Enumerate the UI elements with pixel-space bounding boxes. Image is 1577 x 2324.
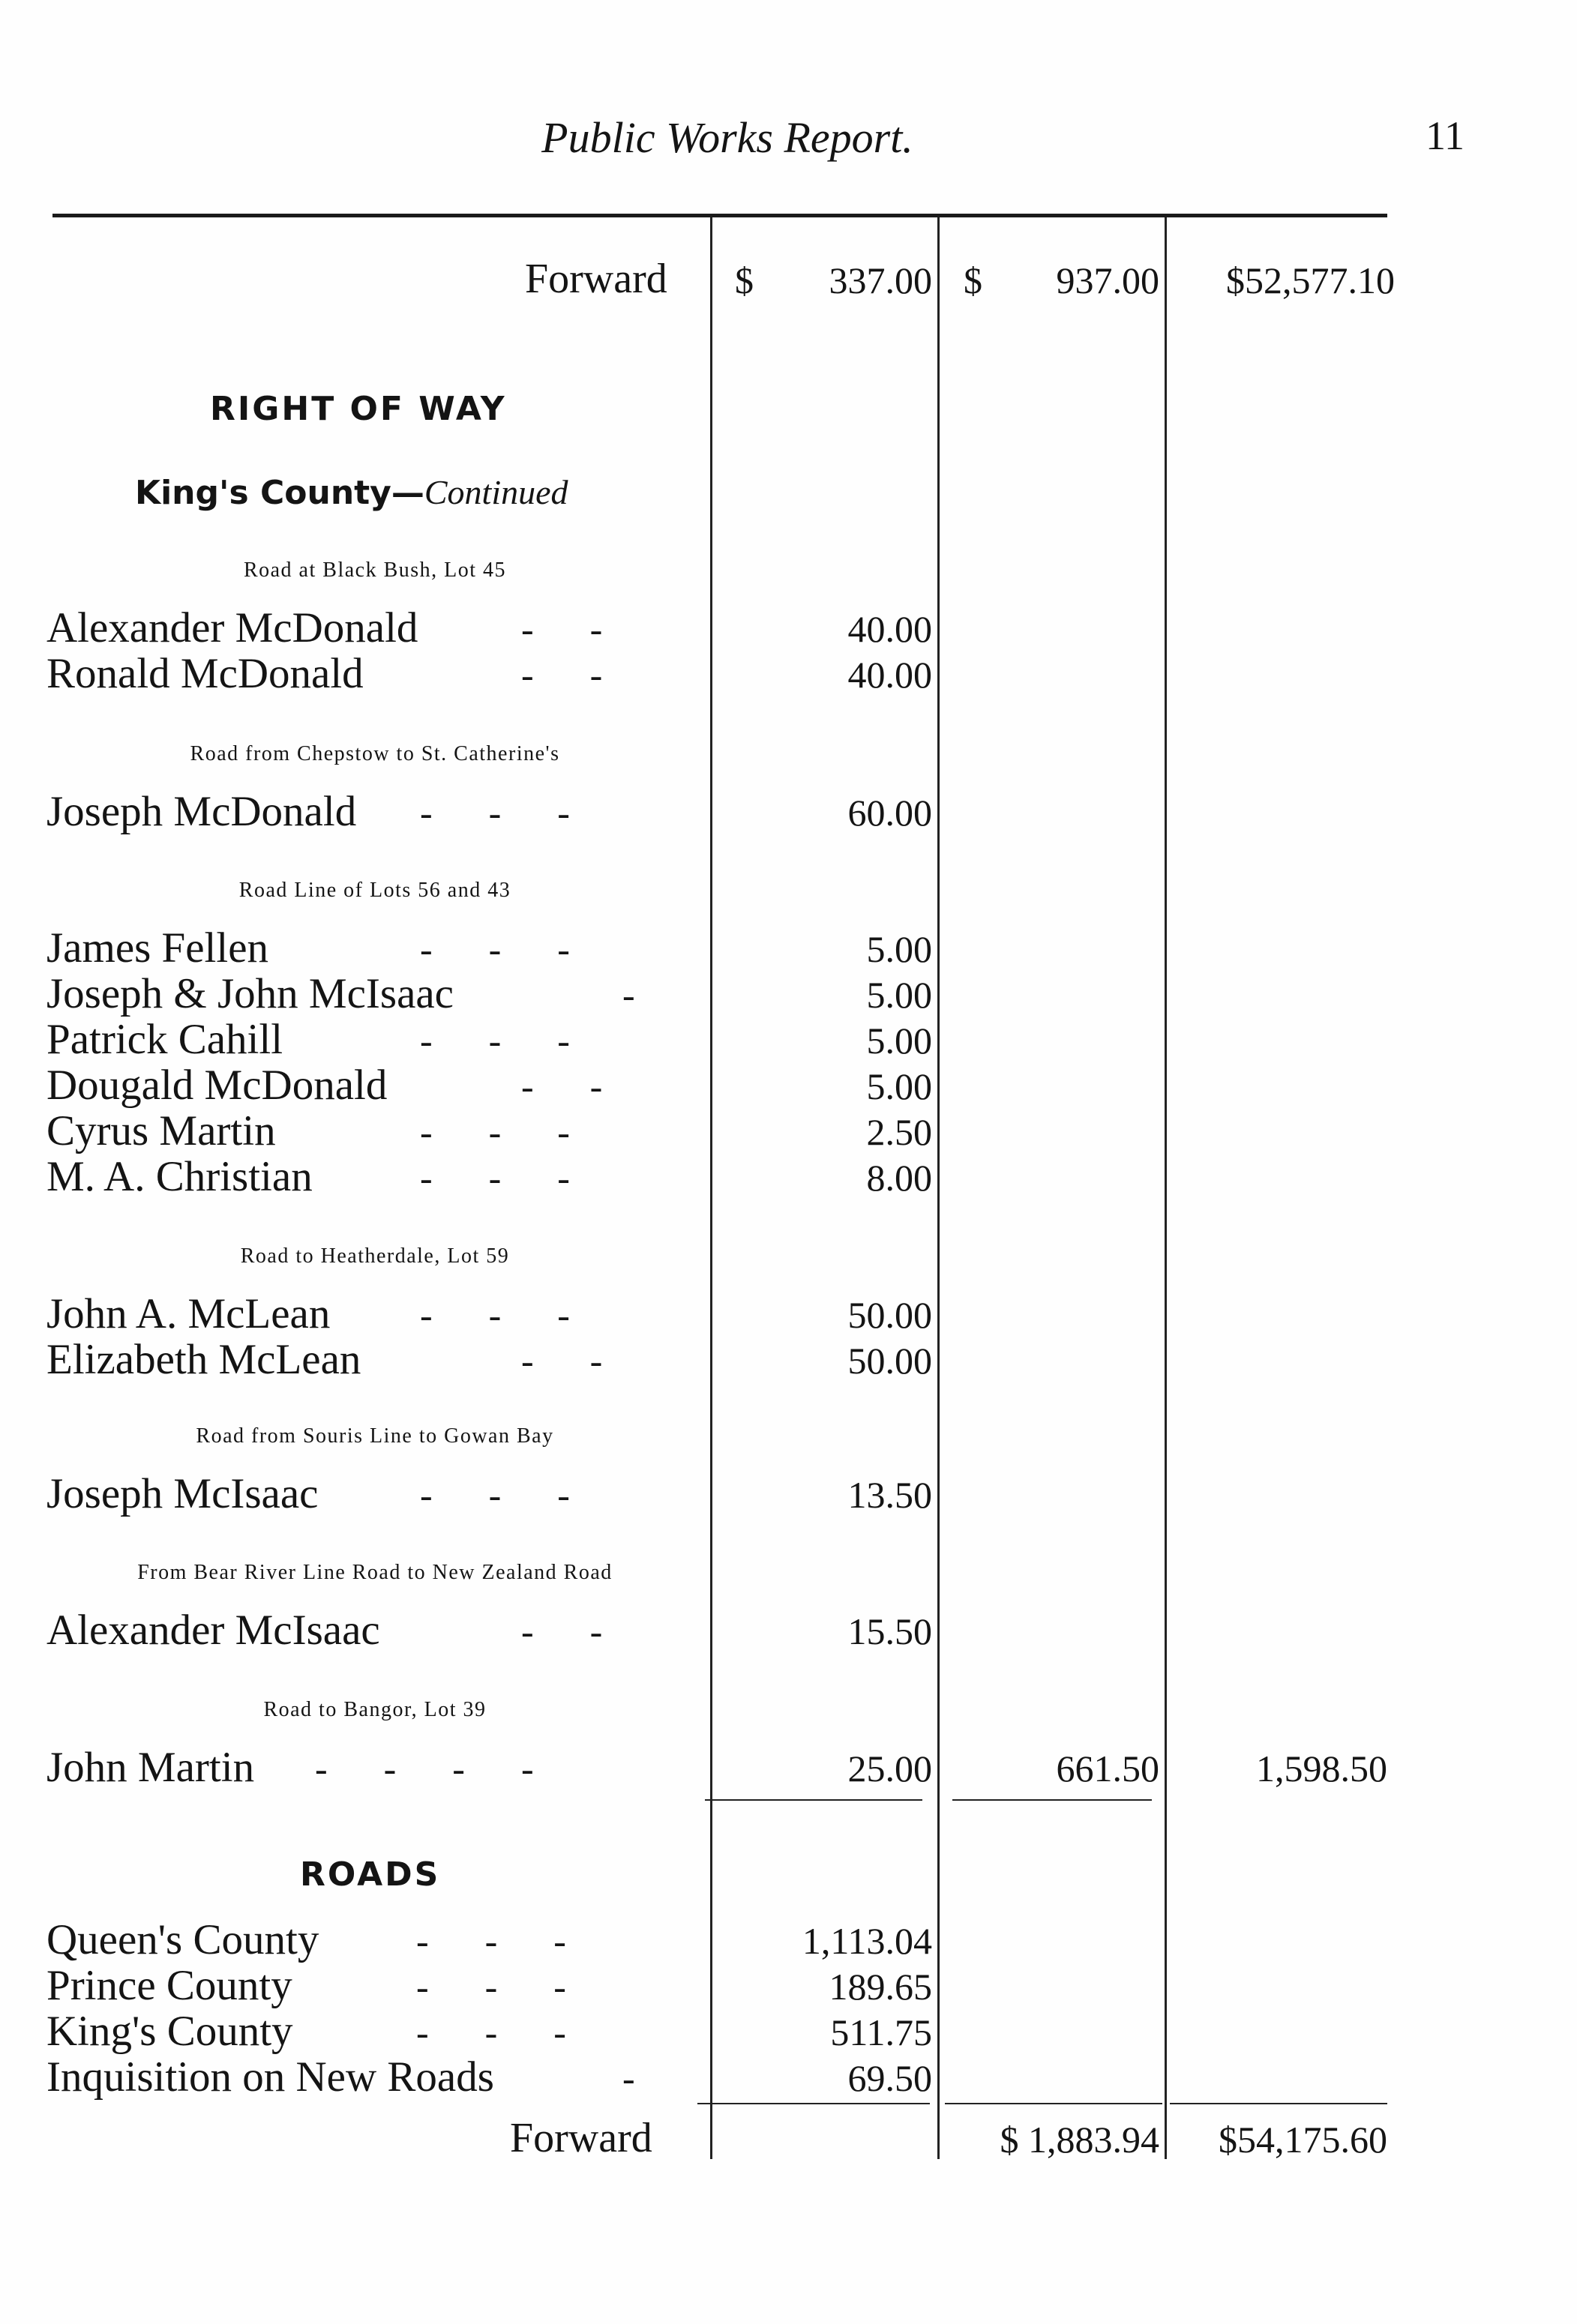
dollar-sign: $: [735, 259, 754, 301]
payee-amount: 15.50: [847, 1610, 932, 1652]
forward-label-bottom: Forward: [510, 2115, 652, 2161]
payee-amount: 5.00: [866, 928, 932, 970]
payee-name: Dougald McDonald: [46, 1062, 388, 1109]
payee-amount: 60.00: [847, 792, 932, 834]
payee-name: Ronald McDonald: [46, 650, 364, 697]
leader-dashes: - - -: [420, 1157, 570, 1199]
road-entry-name: Inquisition on New Roads: [46, 2053, 494, 2101]
payee-amount: 5.00: [866, 974, 932, 1016]
payee-amount: 40.00: [847, 608, 932, 650]
county-continued: Continued: [424, 473, 568, 511]
road-entry-name: King's County: [46, 2008, 293, 2055]
county-name: King's County: [135, 474, 391, 512]
payee-name: Joseph McIsaac: [46, 1470, 319, 1517]
payee-amount: 2.50: [866, 1111, 932, 1153]
column-divider: [1165, 217, 1167, 2159]
payee-amount: 8.00: [866, 1157, 932, 1199]
payee-name: M. A. Christian: [46, 1153, 313, 1200]
leader-dashes: - - -: [416, 1966, 566, 2008]
county-heading: King's County—Continued: [135, 473, 568, 512]
payee-amount: 13.50: [847, 1474, 932, 1516]
leader-dashes: - - -: [420, 1020, 570, 1062]
page-number: 11: [1426, 113, 1465, 158]
leader-dashes: - -: [521, 1340, 603, 1382]
payee-name: Cyrus Martin: [46, 1107, 276, 1155]
column-divider: [937, 217, 940, 2159]
leader-dashes: - -: [521, 1610, 603, 1652]
payee-name: John Martin: [46, 1744, 255, 1791]
road-caption: From Bear River Line Road to New Zealand Road: [137, 1561, 613, 1584]
payee-amount: 50.00: [847, 1340, 932, 1382]
leader-dashes: - - -: [416, 1920, 566, 1962]
payee-name: James Fellen: [46, 924, 269, 972]
leader-dashes: - -: [521, 654, 603, 696]
total-rule: [945, 2103, 1162, 2104]
total-rule: [697, 2103, 930, 2104]
payee-amount: 5.00: [866, 1065, 932, 1107]
road-caption: Road from Souris Line to Gowan Bay: [196, 1424, 554, 1448]
payee-name: Patrick Cahill: [46, 1016, 283, 1063]
road-entry-name: Queen's County: [46, 1916, 319, 1963]
forward-top-col1: 337.00: [829, 259, 932, 301]
leader-dashes: - - -: [416, 2011, 566, 2053]
forward-top-col3: $52,577.10: [1226, 259, 1395, 301]
road-entry-amount: 1,113.04: [802, 1920, 932, 1962]
subtotal-rule: [705, 1799, 922, 1801]
forward-bottom-col3: $54,175.60: [1219, 2119, 1387, 2161]
payee-name: Alexander McDonald: [46, 604, 418, 651]
leader-dashes: - - - -: [315, 1747, 534, 1789]
section-heading-right-of-way: RIGHT OF WAY: [210, 390, 507, 428]
leader-dashes: - - -: [420, 792, 570, 834]
road-caption: Road Line of Lots 56 and 43: [238, 879, 511, 902]
leader-dashes: -: [622, 2057, 635, 2099]
column-divider: [710, 217, 712, 2159]
header-rule: [52, 214, 1387, 217]
section-heading-roads: ROADS: [300, 1855, 441, 1894]
road-caption: Road to Bangor, Lot 39: [263, 1698, 487, 1721]
payee-name: Joseph & John McIsaac: [46, 970, 454, 1017]
road-entry-name: Prince County: [46, 1962, 292, 2009]
road-entry-amount: 189.65: [829, 1966, 932, 2008]
dollar-sign: $: [964, 259, 982, 301]
road-caption: Road to Heatherdale, Lot 59: [240, 1244, 510, 1268]
page-header-title: Public Works Report.: [541, 113, 913, 162]
subtotal-rule: [952, 1799, 1152, 1801]
leader-dashes: - - -: [420, 1294, 570, 1336]
forward-bottom-col2: $ 1,883.94: [1000, 2119, 1159, 2161]
forward-top-col2: 937.00: [1056, 259, 1159, 301]
total-rule: [1170, 2103, 1387, 2104]
road-entry-amount: 69.50: [847, 2057, 932, 2099]
payee-amount: 5.00: [866, 1020, 932, 1062]
payee-name: Joseph McDonald: [46, 788, 357, 835]
leader-dashes: -: [622, 974, 635, 1016]
leader-dashes: - - -: [420, 928, 570, 970]
leader-dashes: - - -: [420, 1111, 570, 1153]
right-of-way-subtotal: 661.50: [1056, 1747, 1159, 1789]
right-of-way-total: 1,598.50: [1256, 1747, 1387, 1789]
road-caption: Road from Chepstow to St. Catherine's: [190, 742, 560, 765]
road-caption: Road at Black Bush, Lot 45: [243, 559, 507, 582]
leader-dashes: - -: [521, 608, 603, 650]
leader-dashes: - - -: [420, 1474, 570, 1516]
road-entry-amount: 511.75: [830, 2011, 932, 2053]
payee-name: John A. McLean: [46, 1290, 331, 1337]
payee-name: Elizabeth McLean: [46, 1336, 361, 1383]
payee-name: Alexander McIsaac: [46, 1607, 380, 1654]
leader-dashes: - -: [521, 1065, 603, 1107]
payee-amount: 50.00: [847, 1294, 932, 1336]
payee-amount: 40.00: [847, 654, 932, 696]
payee-amount: 25.00: [847, 1747, 932, 1789]
forward-label-top: Forward: [525, 256, 667, 302]
